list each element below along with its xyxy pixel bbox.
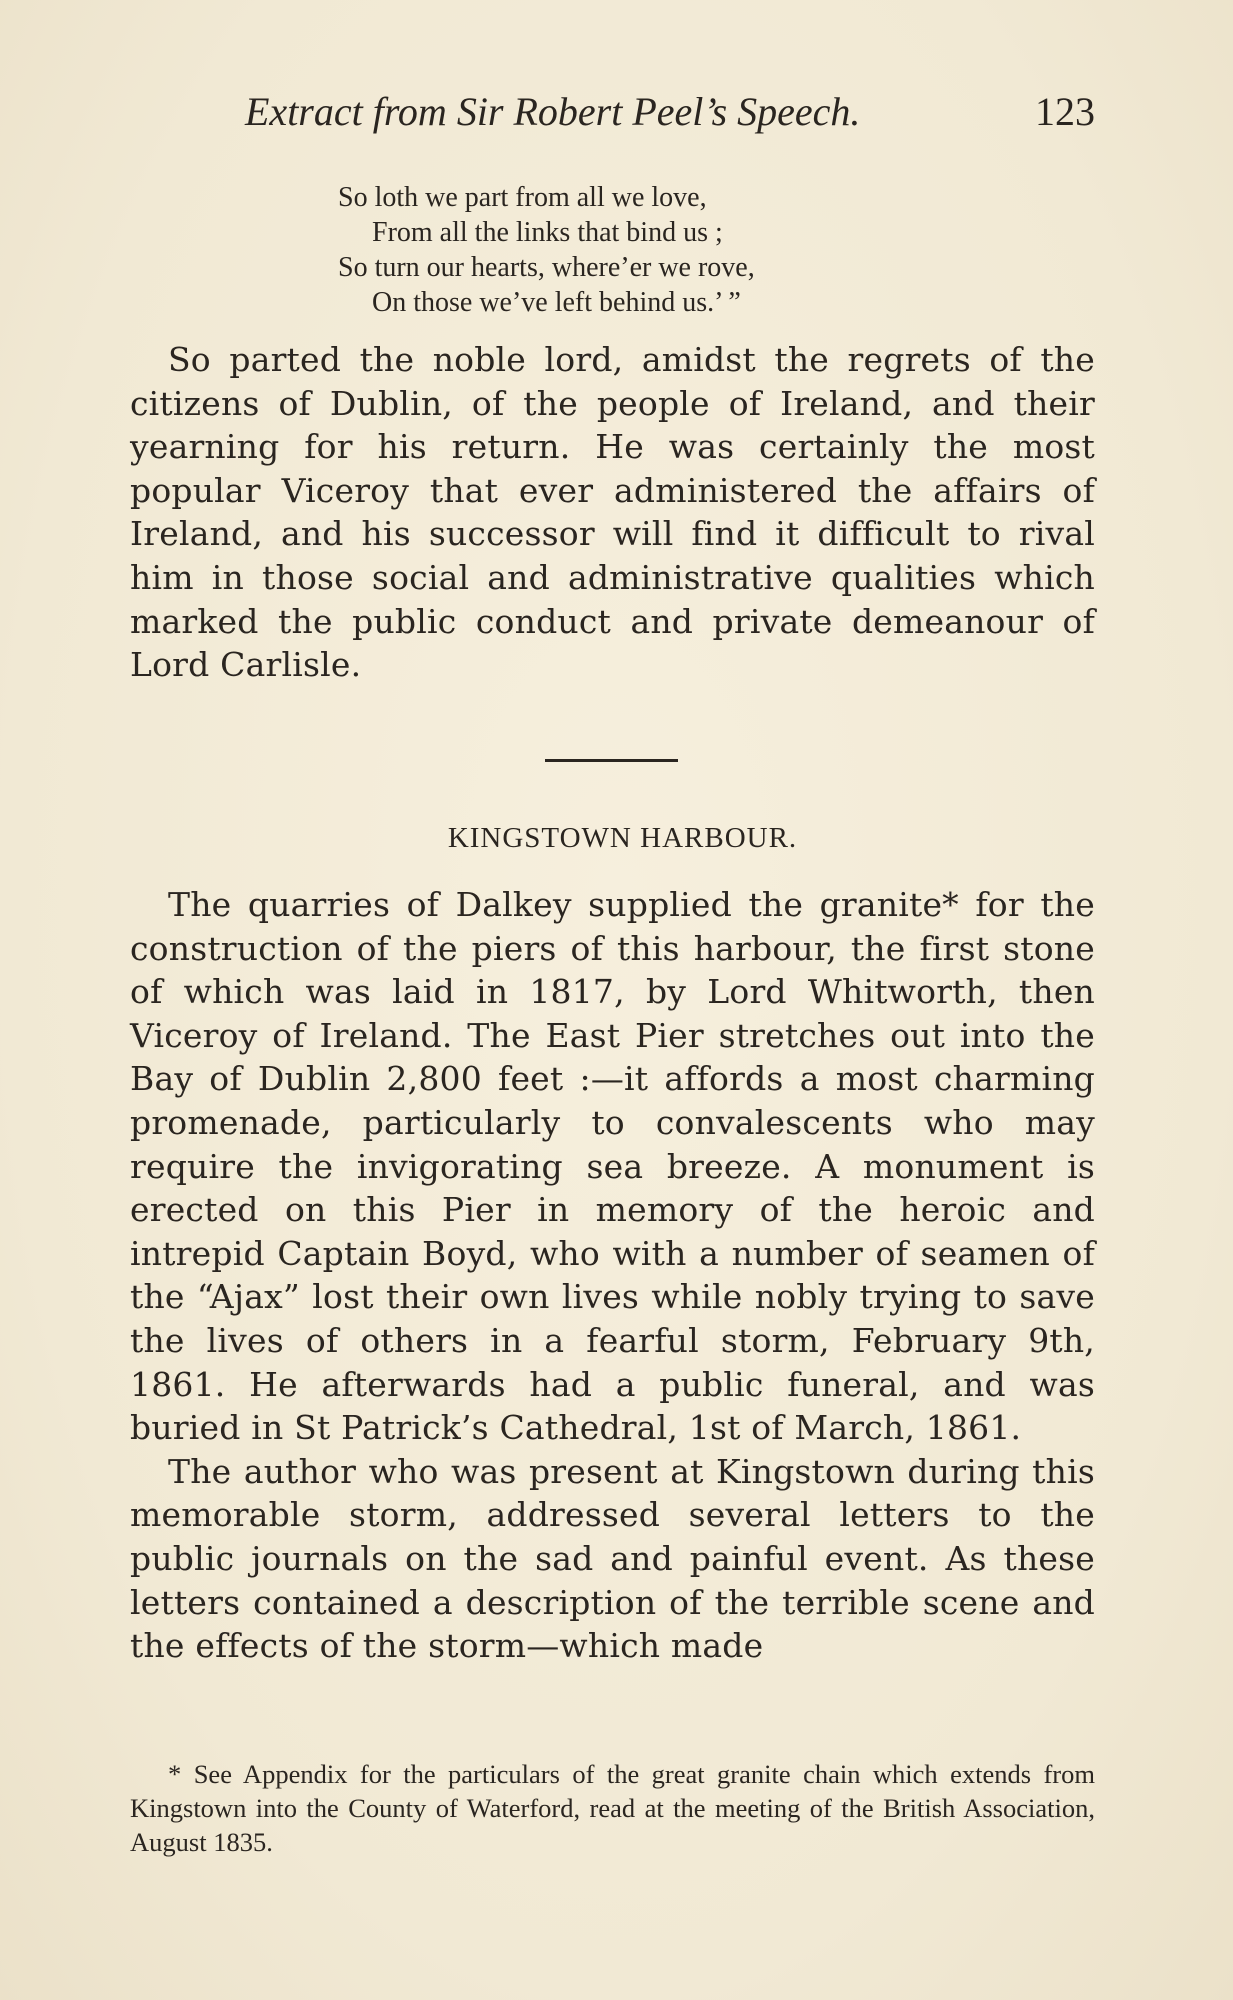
body-text-kingstown xyxy=(130,883,1095,1668)
poem-line: So turn our hearts, where’er we rove, xyxy=(338,252,755,283)
running-title: Extract from Sir Robert Peel’s Speech. xyxy=(245,89,861,134)
footnote-text: * See Appendix for the particulars of the great granite chain which extends from Kingstown into the County of Waterford, read at the meeting of the British Association, August 1835. xyxy=(130,1759,1095,1857)
poem-quotation xyxy=(338,180,755,320)
paragraph: The author who was present at Kingstown during this memorable storm, addressed several letters to the public journals on the sad and painful event. As these letters contained a description of the terrible scene and the effects of the storm—which made xyxy=(130,1451,1095,1666)
body-text-carlisle xyxy=(130,338,1095,687)
poem-line: So loth we part from all we love, xyxy=(338,182,707,213)
section-heading: KINGSTOWN HARBOUR. xyxy=(447,822,798,854)
footnote xyxy=(130,1757,1095,1859)
page-number: 123 xyxy=(1035,89,1095,134)
paragraph: The quarries of Dalkey supplied the granite* for the construction of the piers of this harbour, the first stone of which was laid in 1817, by Lord Whitworth, then Viceroy of Ireland. The East Pier stretches out into the Bay of Dublin 2,800 feet :—it affords a most charming promenade, particularly to convalescents who may require the invigorating sea breeze. A monument is erected on this Pier in memory of the heroic and intrepid Captain Boyd, who with a number of seamen of the “Ajax” lost their own lives while nobly trying to save the lives of others in a fearful storm, February 9th, 1861. He afterwards had a public funeral, and was buried in St Patrick’s Cathedral, 1st of March, 1861. xyxy=(130,885,1095,1448)
poem-line: On those we’ve left behind us.’ ” xyxy=(372,287,741,318)
running-header xyxy=(130,88,1095,138)
section-divider xyxy=(545,759,678,762)
poem-line: From all the links that bind us ; xyxy=(372,217,723,248)
paragraph: So parted the noble lord, amidst the regrets of the citizens of Dublin, of the people of Ireland, and their yearning for his return. He was certainly the most popular Viceroy that ever administered the affairs of Ireland, and his successor will find it difficult to rival him in those social and administrative qualities which marked the public conduct and private demeanour of Lord Carlisle. xyxy=(130,340,1095,685)
